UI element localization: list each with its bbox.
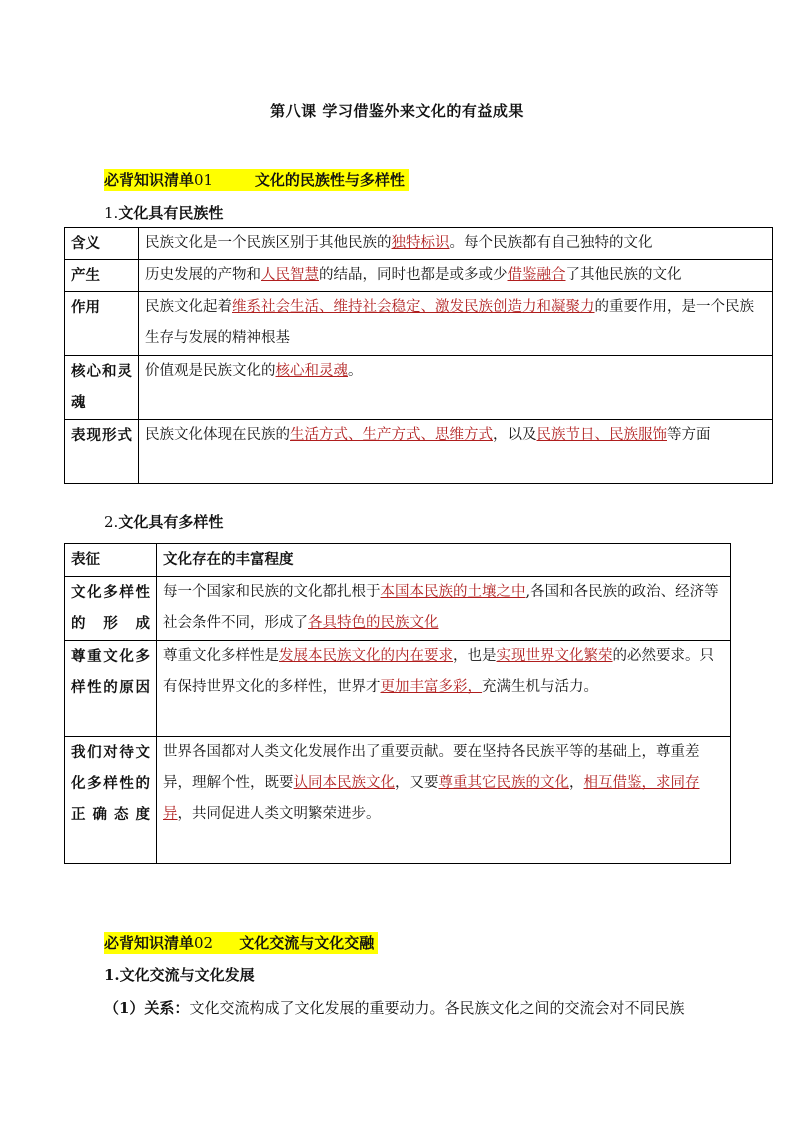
section-heading-1 [104,170,409,190]
table-row [65,577,731,641]
row-key: 作用 [65,292,139,356]
row-key: 产生 [65,260,139,292]
section-highlight: 必背知识清单02 文化交流与文化交融 [104,932,378,954]
row-value: 世界各国都对人类文化发展作出了重要贡献。要在坚持各民族平等的基础上，尊重差异，理解个性，既要认同本民族文化，又要尊重其它民族的文化，相互借鉴，求同存异，共同促进人类文明繁荣进步。 [157,737,731,864]
section-heading-2 [104,933,378,953]
page-title: 第八课 学习借鉴外来文化的有益成果 [270,102,524,120]
row-key: 文化多样性的形成 [65,577,157,641]
table-row [65,420,773,484]
table-row [65,228,773,260]
table-row [65,737,731,864]
table-row [65,641,731,737]
table-row [65,260,773,292]
row-value: 民族文化是一个民族区别于其他民族的独特标识。每个民族都有自己独特的文化 [139,228,773,260]
table-header-row [65,544,731,577]
header-value: 文化存在的丰富程度 [157,544,731,577]
subheading-3: 1.文化交流与文化发展 [104,966,255,984]
section-highlight: 必背知识清单01 文化的民族性与多样性 [104,169,409,191]
row-key: 核心和灵魂 [65,356,139,420]
subheading-2: 2.文化具有多样性 [104,513,224,531]
row-value: 每一个国家和民族的文化都扎根于本国本民族的土壤之中,各国和各民族的政治、经济等社会条件不同，形成了各具特色的民族文化 [157,577,731,641]
row-key: 含义 [65,228,139,260]
ethnicity-table [64,227,773,484]
row-value: 价值观是民族文化的核心和灵魂。 [139,356,773,420]
row-value: 尊重文化多样性是发展本民族文化的内在要求，也是实现世界文化繁荣的必然要求。只有保持世界文化的多样性，世界才更加丰富多彩，充满生机与活力。 [157,641,731,737]
row-key: 尊重文化多样性的原因 [65,641,157,737]
row-value: 历史发展的产物和人民智慧的结晶，同时也都是或多或少借鉴融合了其他民族的文化 [139,260,773,292]
row-key: 我们对待文化多样性的正确态度 [65,737,157,864]
row-key: 表现形式 [65,420,139,484]
subheading-1: 1.文化具有民族性 [104,204,224,222]
header-key: 表征 [65,544,157,577]
row-value: 民族文化起着维系社会生活、维持社会稳定、激发民族创造力和凝聚力的重要作用，是一个民族生存与发展的精神根基 [139,292,773,356]
row-value: 民族文化体现在民族的生活方式、生产方式、思维方式，以及民族节日、民族服饰等方面 [139,420,773,484]
table-row [65,356,773,420]
diversity-table [64,543,731,864]
table-row [65,292,773,356]
paragraph-1: （1）关系：文化交流构成了文化发展的重要动力。各民族文化之间的交流会对不同民族 [104,999,685,1017]
